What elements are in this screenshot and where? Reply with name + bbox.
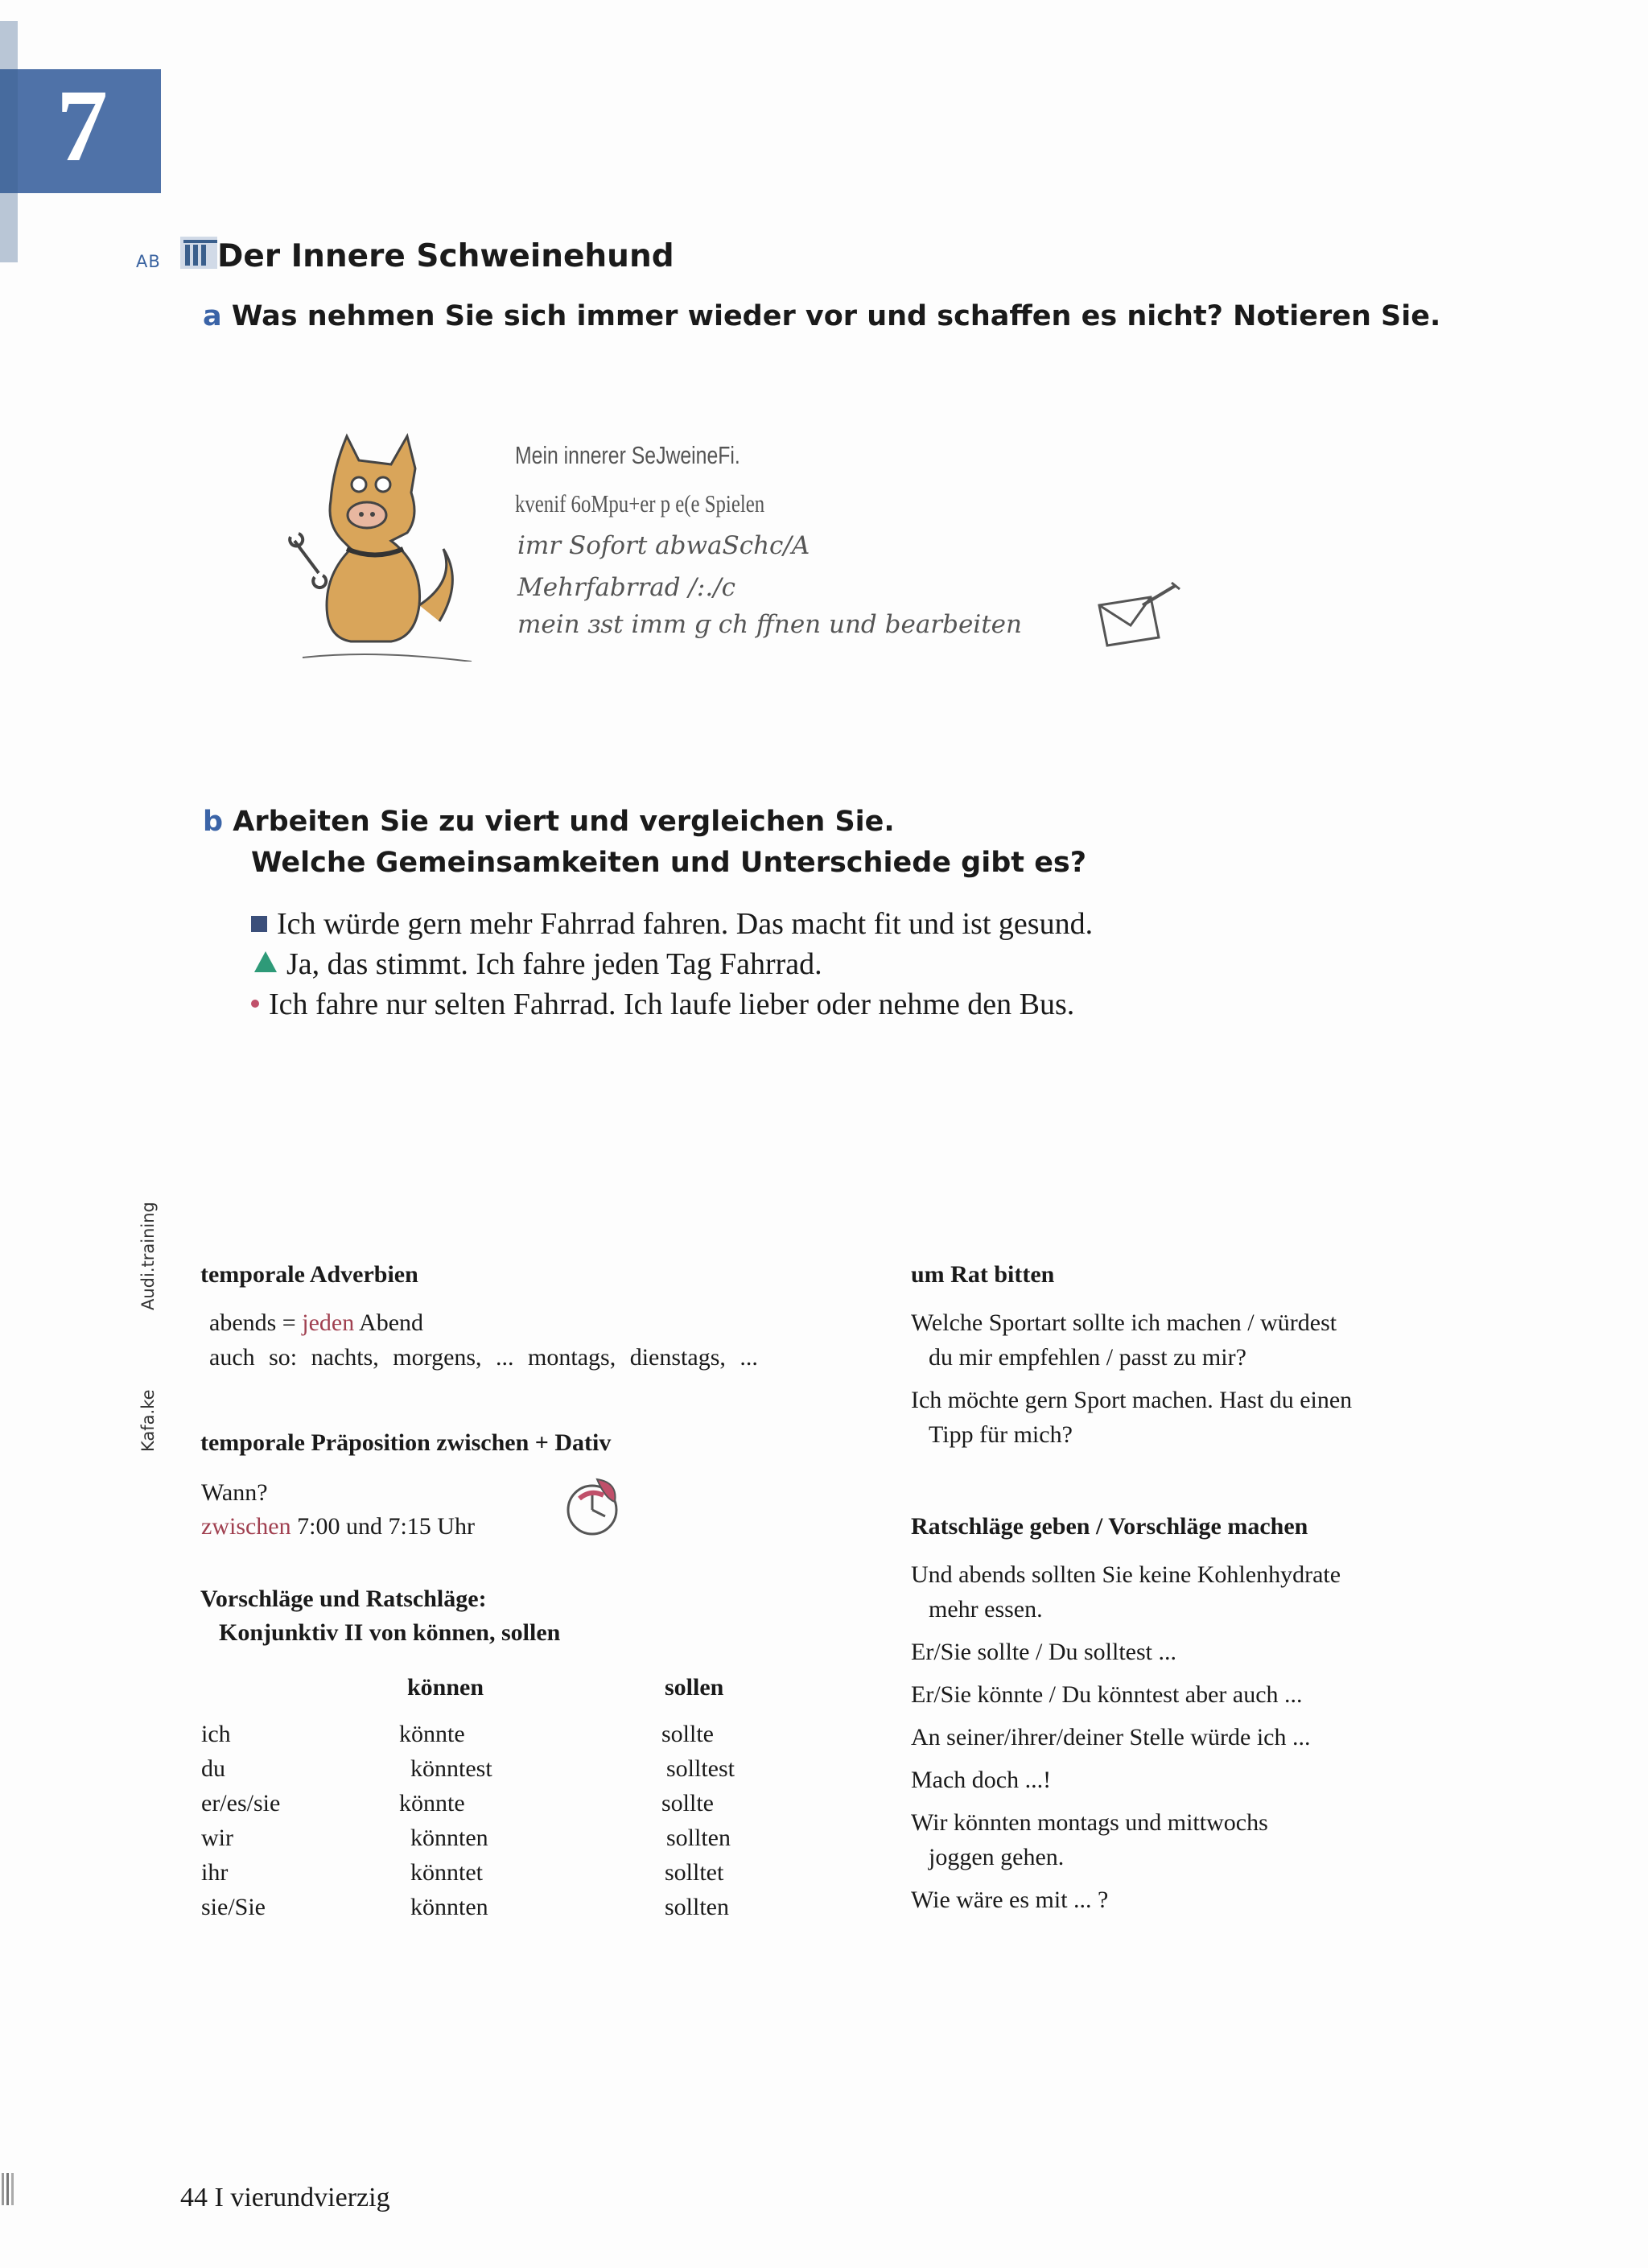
- table-cell-pronoun: ihr: [201, 1859, 229, 1886]
- between-example: [201, 1513, 475, 1540]
- dot-marker-icon: [251, 1000, 259, 1008]
- phrase-line: An seiner/ihrer/deiner Stelle würde ich ...: [911, 1724, 1311, 1750]
- task-a-text: Was nehmen Sie sich immer wieder vor und schaffen es nicht? Notieren Sie.: [231, 300, 1441, 332]
- adverbs-line: auch so: nachts, morgens, ... montags, dienstags, ...: [209, 1344, 758, 1371]
- task-a-letter: a: [203, 300, 222, 332]
- task-b-letter: b: [203, 806, 224, 838]
- phrase-line: Welche Sportart sollte ich machen / würdest: [911, 1309, 1337, 1336]
- adverbs-heading: temporale Adverbien: [200, 1261, 418, 1288]
- preposition-heading: temporale Präposition zwischen + Dativ: [200, 1429, 612, 1456]
- phrase-line: Er/Sie könnte / Du könntest aber auch ...: [911, 1681, 1303, 1708]
- dialogue-line: [251, 906, 1093, 942]
- column-header-sollen: sollen: [665, 1674, 724, 1701]
- table-cell-sollen: sollten: [665, 1894, 729, 1920]
- phrase-line: Ich möchte gern Sport machen. Hast du einen: [911, 1387, 1353, 1413]
- note-line: Mein innerer SeJweineFi.: [515, 441, 740, 469]
- table-cell-sollen: sollte: [661, 1790, 714, 1816]
- task-a-instruction: [203, 300, 1440, 332]
- triangle-marker-icon: [254, 951, 277, 972]
- table-cell-konnen: könnten: [410, 1894, 488, 1920]
- clock-icon: [555, 1474, 629, 1539]
- task-b-instruction: [203, 806, 895, 838]
- exercise-title: Der Innere Schweinehund: [217, 238, 674, 274]
- task-b-line1: Arbeiten Sie zu viert und vergleichen Sie.: [233, 806, 895, 838]
- table-cell-pronoun: du: [201, 1755, 225, 1782]
- phrase-line: Wir könnten montags und mittwochs: [911, 1809, 1268, 1836]
- table-cell-sollen: solltest: [666, 1755, 735, 1782]
- give-advice-heading: Ratschläge geben / Vorschläge machen: [911, 1513, 1308, 1540]
- table-cell-sollen: solltet: [665, 1859, 724, 1886]
- column-header-konnen: können: [407, 1674, 484, 1701]
- adverbs-highlight: jeden: [302, 1309, 355, 1336]
- konjunktiv-subheading: Konjunktiv II von können, sollen: [219, 1619, 561, 1646]
- between-text: 7:00 und 7:15 Uhr: [290, 1513, 475, 1540]
- dialogue-text: Ich fahre nur selten Fahrrad. Ich laufe lieber oder nehme den Bus.: [269, 988, 1075, 1021]
- table-cell-pronoun: er/es/sie: [201, 1790, 281, 1816]
- dialogue-line: [251, 946, 822, 982]
- phrase-line: Er/Sie sollte / Du solltest ...: [911, 1639, 1176, 1665]
- side-label: Kafa.ke: [138, 1389, 158, 1452]
- side-label: Audi.training: [138, 1202, 158, 1310]
- table-cell-pronoun: sie/Sie: [201, 1894, 266, 1920]
- page-number: 44 I vierundvierzig: [180, 2183, 390, 2212]
- note-line: Mehrfabrrad /:./c: [517, 573, 736, 602]
- table-cell-konnen: könnte: [399, 1790, 465, 1816]
- dialogue-text: Ich würde gern mehr Fahrrad fahren. Das macht fit und ist gesund.: [277, 907, 1094, 941]
- phrase-line: mehr essen.: [929, 1596, 1043, 1623]
- audio-track-icon: [180, 237, 217, 269]
- phrase-line: Und abends sollten Sie keine Kohlenhydrate: [911, 1561, 1341, 1588]
- phrase-line: joggen gehen.: [929, 1844, 1065, 1870]
- square-marker-icon: [251, 916, 267, 932]
- note-line: imr Sofort abwaSchc/A: [517, 531, 810, 560]
- table-cell-pronoun: wir: [201, 1825, 233, 1851]
- table-cell-konnen: könntest: [410, 1755, 492, 1782]
- dialogue-line: [251, 987, 1074, 1022]
- edge-marks-icon: [0, 2173, 18, 2205]
- phrase-line: Mach doch ...!: [911, 1767, 1052, 1793]
- table-cell-konnen: könnte: [399, 1721, 465, 1747]
- when-question: Wann?: [201, 1479, 268, 1506]
- note-line: mein ɜst imm ɡ ch ffnen und bearbeiten: [517, 610, 1022, 639]
- dialogue-text: Ja, das stimmt. Ich fahre jeden Tag Fahrrad.: [286, 947, 822, 981]
- adverbs-text: abends =: [209, 1309, 303, 1336]
- table-cell-konnen: könnten: [410, 1825, 488, 1851]
- adverbs-line: [209, 1309, 423, 1337]
- table-cell-sollen: sollte: [661, 1721, 714, 1747]
- adverbs-text: Abend: [354, 1309, 424, 1336]
- note-line: kvenif 6oMpu+er p e(e Spielen: [515, 489, 765, 518]
- ab-label: AB: [136, 252, 161, 271]
- phrase-line: du mir empfehlen / passt zu mir?: [929, 1344, 1246, 1371]
- table-cell-konnen: könntet: [410, 1859, 483, 1886]
- envelope-pencil-icon: [1094, 581, 1183, 649]
- konjunktiv-heading: Vorschläge und Ratschläge:: [200, 1586, 487, 1612]
- task-b-line2: Welche Gemeinsamkeiten und Unterschiede gibt es?: [251, 847, 1087, 879]
- phrase-line: Tipp für mich?: [929, 1421, 1073, 1448]
- pig-illustration: [270, 420, 480, 662]
- chapter-number: 7: [56, 68, 108, 183]
- phrase-line: Wie wäre es mit ... ?: [911, 1887, 1109, 1913]
- table-cell-pronoun: ich: [201, 1721, 231, 1747]
- between-highlight: zwischen: [201, 1513, 291, 1540]
- ask-advice-heading: um Rat bitten: [911, 1261, 1055, 1288]
- table-cell-sollen: sollten: [666, 1825, 731, 1851]
